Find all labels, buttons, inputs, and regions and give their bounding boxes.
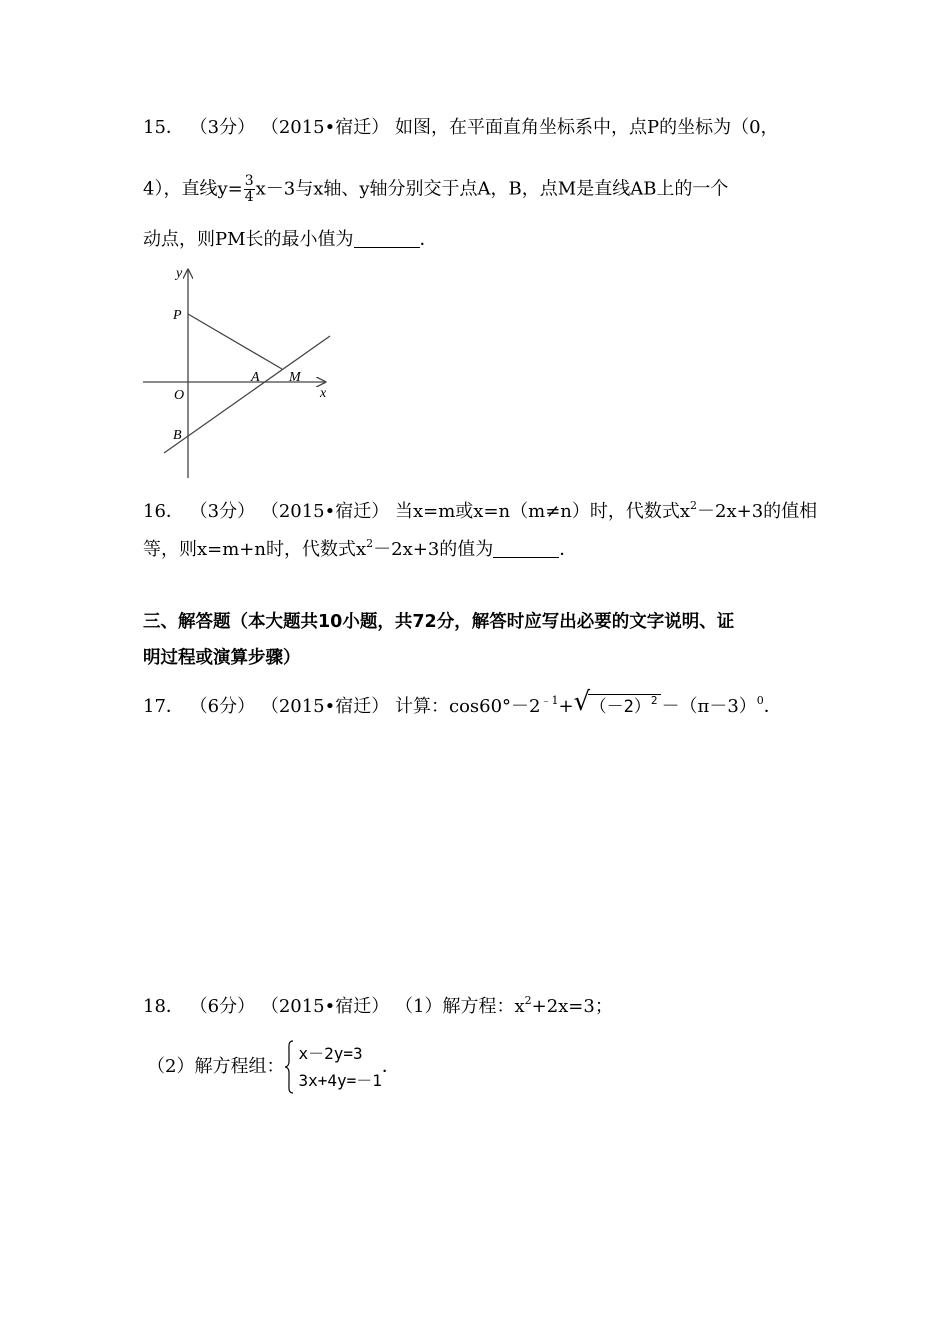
radical-sign-icon: √: [573, 687, 591, 717]
q18-equation-system: [284, 1040, 381, 1094]
q15-text-c: x－3与x轴、y轴分别交于点A，B，点M是直线AB上的一个: [255, 178, 729, 200]
q15-line-2: [143, 174, 728, 205]
label-y: y: [176, 266, 183, 281]
q18-end: ．: [381, 1056, 400, 1077]
q15-frac-num: 3: [244, 173, 254, 189]
label-a: A: [251, 370, 260, 385]
q17-line: [143, 687, 782, 723]
q18-part1: （1）解方程：x: [395, 996, 525, 1017]
q16-sup-a: 2: [690, 499, 698, 512]
q16-number: 16．: [143, 501, 184, 522]
q18-part1-rest: +2x=3；: [531, 996, 613, 1017]
q18-eq2: 3x+4y=－1: [298, 1071, 382, 1090]
q17-sup-b: 0: [756, 694, 764, 707]
q15-text-a: 如图，在平面直角坐标系中，点P的坐标为（0，: [395, 117, 779, 138]
section3-heading-line-1: 三、解答题（本大题共10小题，共72分，解答时应写出必要的文字说明、证: [143, 612, 735, 632]
segment-pm: [188, 314, 282, 369]
q16-text-d: －2x+3的值为: [373, 539, 494, 560]
q18-score: （6分）: [189, 996, 256, 1017]
q15-line-3: [143, 226, 438, 254]
q17-sup-a: ﹣1: [540, 694, 559, 707]
q15-figure: [140, 262, 340, 484]
q15-frac-den: 4: [244, 189, 254, 205]
q16-line-1: [143, 498, 817, 528]
q15-text-d: 动点，则PM长的最小值为: [143, 229, 354, 250]
q15-number: 15．: [143, 117, 184, 138]
section3-heading-line-2: 明过程或演算步骤）: [143, 648, 301, 668]
q15-score: （3分）: [189, 117, 256, 138]
left-brace-icon: [284, 1040, 294, 1094]
q15-source: （2015•宿迁）: [260, 117, 390, 138]
q16-score: （3分）: [189, 501, 256, 522]
label-m: M: [289, 370, 301, 385]
label-o: O: [174, 388, 185, 403]
q18-part1-sup: 2: [524, 994, 532, 1007]
q17-end: ．: [763, 696, 782, 717]
q17-source: （2015•宿迁）: [260, 696, 390, 717]
q17-text-b: －（π－3）: [661, 696, 757, 717]
q16-end: ．: [559, 539, 578, 560]
q18-number: 18．: [143, 996, 184, 1017]
q16-text-c: 等，则x=m+n时，代数式x: [143, 539, 367, 560]
q16-source: （2015•宿迁）: [260, 501, 390, 522]
label-x: x: [320, 386, 327, 401]
q16-answer-blank[interactable]: [493, 539, 559, 558]
label-b: B: [173, 428, 182, 443]
q18-line-2: [147, 1040, 400, 1094]
q18-line-1: [143, 993, 613, 1023]
q18-source: （2015•宿迁）: [260, 996, 390, 1017]
q17-square-root: [573, 687, 662, 723]
q17-text-a: 计算：cos60°－2: [395, 696, 541, 717]
q17-radicand: （－2）: [589, 697, 651, 717]
line-ab: [164, 336, 330, 453]
q16-line-2: [143, 536, 577, 566]
q15-text-b: 4），直线y=: [143, 178, 243, 200]
q18-eq1: x－2y=3: [298, 1044, 363, 1063]
q17-plus: +: [558, 696, 574, 717]
q17-number: 17．: [143, 696, 184, 717]
q15-line-1: [143, 114, 779, 142]
q18-part2: （2）解方程组：: [147, 1056, 285, 1077]
q16-sup-c: 2: [366, 537, 374, 550]
q17-score: （6分）: [189, 696, 256, 717]
label-p: P: [173, 308, 182, 323]
q16-text-b: －2x+3的值相: [697, 501, 818, 522]
q15-fraction: [244, 174, 255, 205]
q16-text-a: 当x=m或x=n（m≠n）时，代数式x: [395, 501, 691, 522]
q17-radicand-sup: 2: [650, 694, 658, 707]
q15-answer-blank[interactable]: [354, 229, 420, 248]
q15-end: ．: [419, 229, 438, 250]
